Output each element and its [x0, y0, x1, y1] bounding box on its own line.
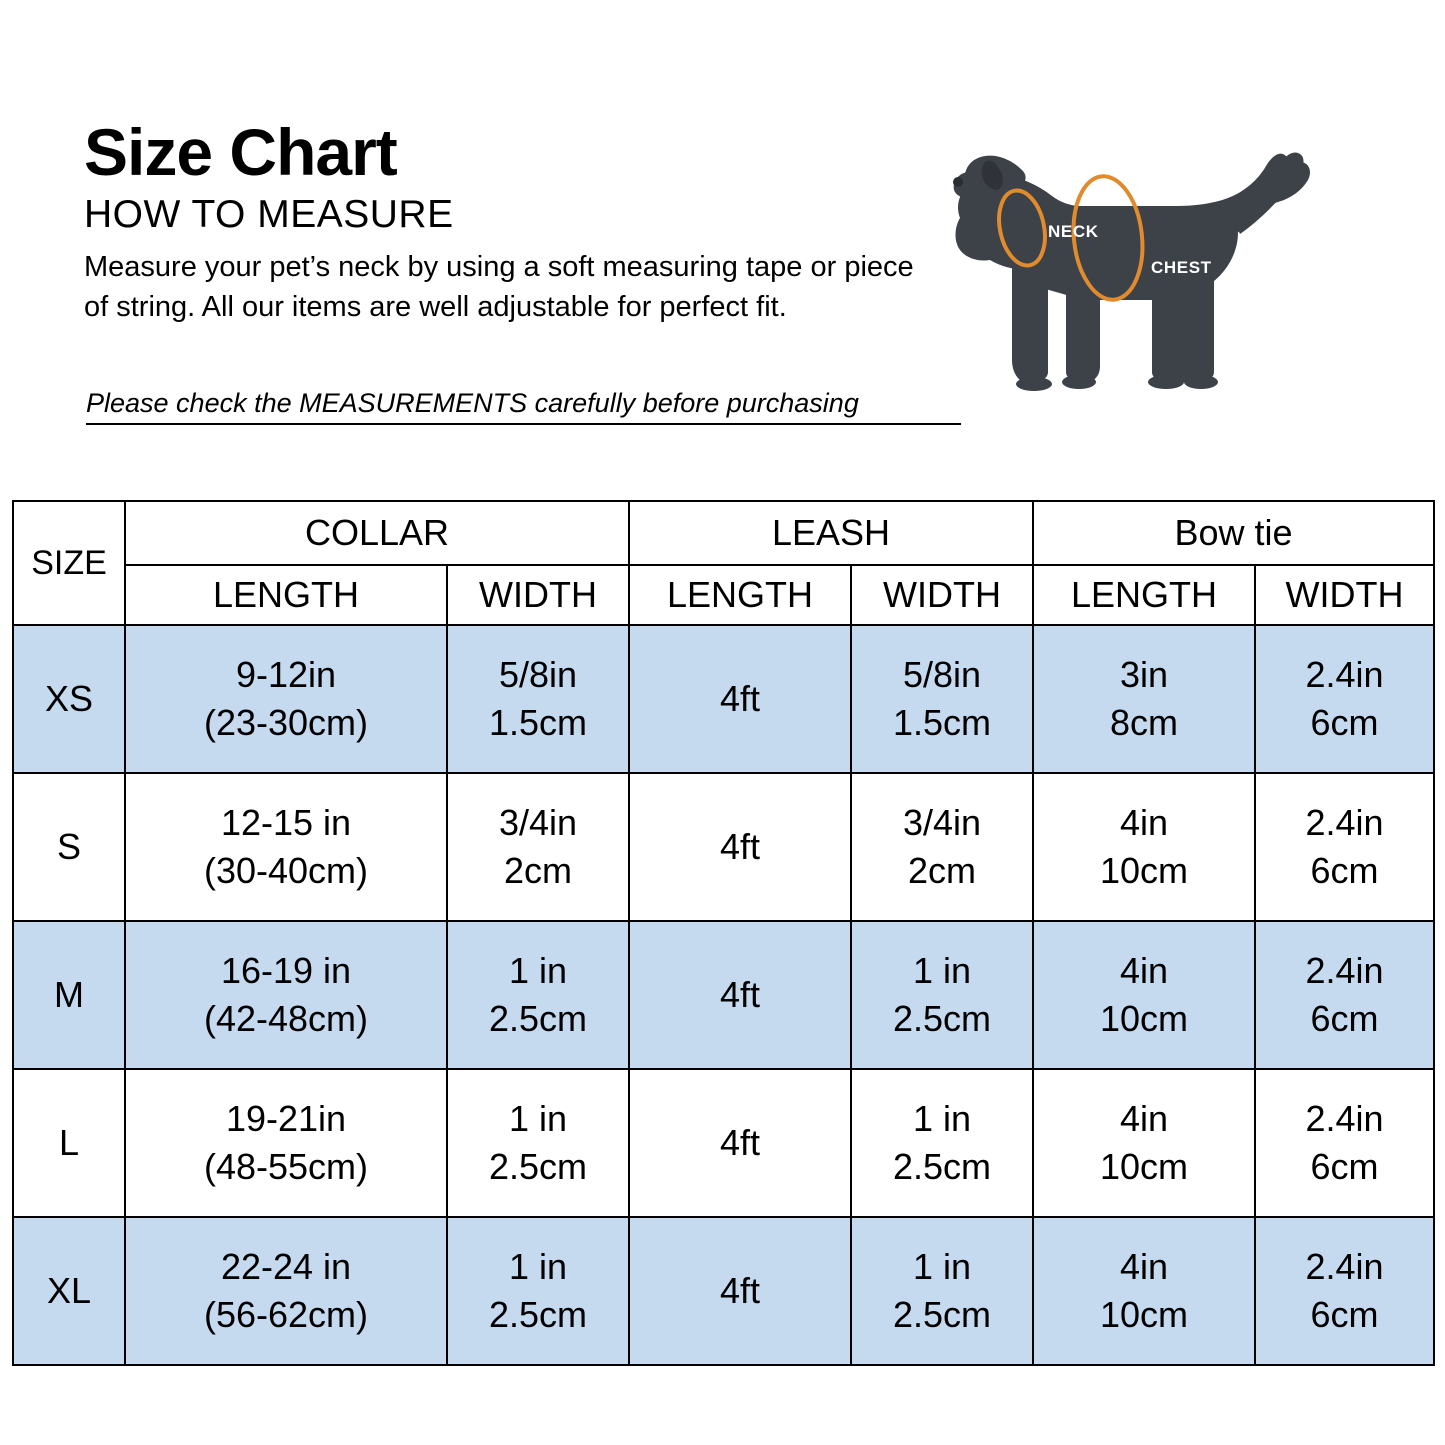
- dog-silhouette-icon: [930, 110, 1350, 440]
- value-cm: 10cm: [1099, 1146, 1189, 1187]
- header-text-block: [84, 115, 984, 327]
- table-head: [13, 501, 1434, 625]
- value-cm: 2.5cm: [488, 1294, 588, 1335]
- value-cm: 1.5cm: [488, 702, 588, 743]
- header-section: [0, 0, 1445, 492]
- cell-collar-length: [125, 625, 447, 773]
- value-cm: 6cm: [1310, 1294, 1379, 1335]
- header-leash-width: WIDTH: [851, 565, 1033, 625]
- cell-bowtie-width: [1255, 921, 1434, 1069]
- value-cm: 1.5cm: [892, 702, 992, 743]
- value-cm: 6cm: [1310, 1146, 1379, 1187]
- measure-instructions: Measure your pet’s neck by using a soft measuring tape or piece of string. All our items are well adjustable for perfect fit.: [84, 251, 914, 324]
- value-cm: 8cm: [1109, 702, 1178, 743]
- cell-collar-width: [447, 1069, 629, 1217]
- value-in: 1 in: [912, 1246, 972, 1288]
- value-in: 2.4in: [1305, 654, 1384, 696]
- page-title: Size Chart: [84, 115, 397, 189]
- cell-leash-length: 4ft: [629, 1217, 851, 1365]
- cell-size: XS: [13, 625, 125, 773]
- cell-size: XL: [13, 1217, 125, 1365]
- header-leash-length: LENGTH: [629, 565, 851, 625]
- dog-illustration: [930, 110, 1350, 440]
- value-in: 2.4in: [1305, 1098, 1384, 1140]
- cell-size: S: [13, 773, 125, 921]
- value-in: 19-21in: [225, 1098, 347, 1140]
- table-row: [13, 773, 1434, 921]
- cell-collar-width: [447, 625, 629, 773]
- value-cm: (23-30cm): [203, 702, 369, 743]
- value-in: 12-15 in: [220, 802, 352, 844]
- value-cm: 2.5cm: [892, 1146, 992, 1187]
- cell-leash-width: [851, 1069, 1033, 1217]
- value-in: 5/8in: [902, 654, 982, 696]
- value-cm: 2.5cm: [892, 998, 992, 1039]
- cell-bowtie-width: [1255, 625, 1434, 773]
- neck-label: NECK: [1048, 222, 1099, 241]
- value-cm: (42-48cm): [203, 998, 369, 1039]
- cell-collar-length: [125, 1069, 447, 1217]
- cell-bowtie-width: [1255, 1217, 1434, 1365]
- value-cm: 6cm: [1310, 998, 1379, 1039]
- value-in: 1 in: [912, 950, 972, 992]
- cell-size: L: [13, 1069, 125, 1217]
- header-collar-width: WIDTH: [447, 565, 629, 625]
- cell-leash-width: [851, 773, 1033, 921]
- header-collar-length: LENGTH: [125, 565, 447, 625]
- cell-size: M: [13, 921, 125, 1069]
- size-chart-table: [12, 500, 1435, 1366]
- cell-bowtie-length: [1033, 1069, 1255, 1217]
- cell-bowtie-length: [1033, 1217, 1255, 1365]
- value-cm: 10cm: [1099, 998, 1189, 1039]
- table-row: [13, 1069, 1434, 1217]
- cell-collar-width: [447, 921, 629, 1069]
- size-chart-table-wrap: [12, 500, 1433, 1366]
- table-row: [13, 1217, 1434, 1365]
- value-in: 3/4in: [498, 802, 578, 844]
- cell-leash-width: [851, 625, 1033, 773]
- cell-bowtie-length: [1033, 625, 1255, 773]
- value-in: 16-19 in: [220, 950, 352, 992]
- chest-label: CHEST: [1151, 258, 1212, 277]
- value-cm: 10cm: [1099, 850, 1189, 891]
- how-to-measure-heading: HOW TO MEASURE: [84, 193, 454, 237]
- value-in: 22-24 in: [220, 1246, 352, 1288]
- cell-collar-width: [447, 773, 629, 921]
- header-size: SIZE: [13, 501, 125, 625]
- header-leash: LEASH: [629, 501, 1033, 565]
- table-body: [13, 625, 1434, 1365]
- value-cm: 6cm: [1310, 702, 1379, 743]
- value-in: 4in: [1119, 950, 1169, 992]
- cell-collar-width: [447, 1217, 629, 1365]
- value-in: 3in: [1119, 654, 1169, 696]
- header-bowtie: Bow tie: [1033, 501, 1434, 565]
- value-in: 4in: [1119, 1246, 1169, 1288]
- cell-leash-width: [851, 1217, 1033, 1365]
- value-in: 2.4in: [1305, 1246, 1384, 1288]
- measurements-disclaimer: Please check the MEASUREMENTS carefully before purchasing: [86, 388, 961, 425]
- table-sub-header-row: [13, 565, 1434, 625]
- header-bowtie-length: LENGTH: [1033, 565, 1255, 625]
- value-in: 4in: [1119, 802, 1169, 844]
- cell-leash-length: 4ft: [629, 921, 851, 1069]
- value-cm: 2.5cm: [488, 998, 588, 1039]
- value-in: 5/8in: [498, 654, 578, 696]
- cell-leash-length: 4ft: [629, 625, 851, 773]
- value-in: 4in: [1119, 1098, 1169, 1140]
- value-in: 9-12in: [235, 654, 337, 696]
- value-in: 1 in: [508, 1246, 568, 1288]
- table-group-header-row: [13, 501, 1434, 565]
- value-cm: (56-62cm): [203, 1294, 369, 1335]
- cell-collar-length: [125, 773, 447, 921]
- value-cm: 2.5cm: [488, 1146, 588, 1187]
- cell-leash-width: [851, 921, 1033, 1069]
- value-in: 1 in: [508, 950, 568, 992]
- value-cm: 2cm: [503, 850, 572, 891]
- cell-leash-length: 4ft: [629, 1069, 851, 1217]
- cell-bowtie-length: [1033, 773, 1255, 921]
- value-cm: 2cm: [907, 850, 976, 891]
- table-row: [13, 921, 1434, 1069]
- value-in: 1 in: [912, 1098, 972, 1140]
- cell-collar-length: [125, 1217, 447, 1365]
- value-in: 2.4in: [1305, 950, 1384, 992]
- value-in: 2.4in: [1305, 802, 1384, 844]
- cell-bowtie-length: [1033, 921, 1255, 1069]
- value-cm: 2.5cm: [892, 1294, 992, 1335]
- value-in: 1 in: [508, 1098, 568, 1140]
- value-in: 3/4in: [902, 802, 982, 844]
- value-cm: (30-40cm): [203, 850, 369, 891]
- value-cm: 6cm: [1310, 850, 1379, 891]
- value-cm: (48-55cm): [203, 1146, 369, 1187]
- cell-bowtie-width: [1255, 773, 1434, 921]
- cell-collar-length: [125, 921, 447, 1069]
- table-row: [13, 625, 1434, 773]
- cell-bowtie-width: [1255, 1069, 1434, 1217]
- header-collar: COLLAR: [125, 501, 629, 565]
- value-cm: 10cm: [1099, 1294, 1189, 1335]
- cell-leash-length: 4ft: [629, 773, 851, 921]
- header-bowtie-width: WIDTH: [1255, 565, 1434, 625]
